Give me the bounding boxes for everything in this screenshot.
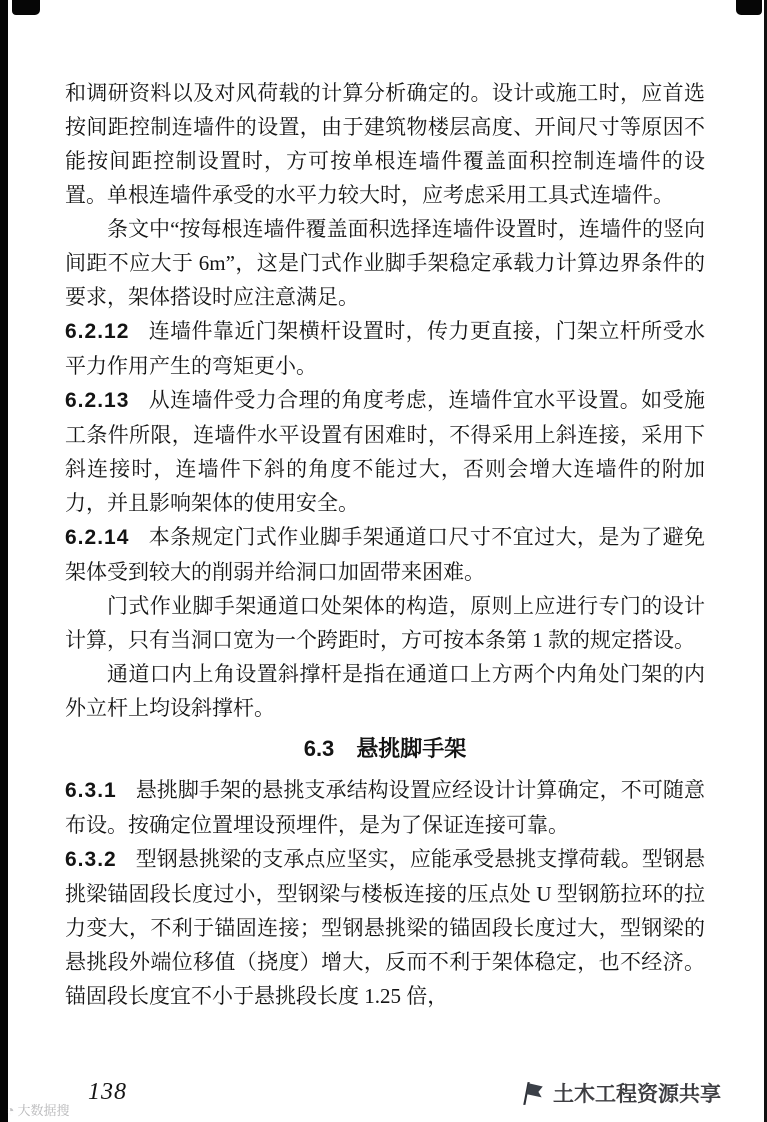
document-body bbox=[65, 76, 705, 1013]
clause-paragraph: 6.2.14 本条规定门式作业脚手架通道口尺寸不宜过大，是为了避免架体受到较大的削弱并给洞口加固带来困难。 bbox=[65, 525, 705, 584]
clause-number: 6.2.12 bbox=[65, 320, 130, 343]
clause-paragraph: 6.3.2 型钢悬挑梁的支承点应坚实，应能承受悬挑支撑荷载。型钢悬挑梁锚固段长度过小，型钢梁与楼板连接的压点处 U 型钢筋拉环的拉力变大，不利于锚固连接；型钢悬挑梁的锚固段长度过大，型钢梁的悬挑段外端位移值（挠度）增大，反而不利于架体稳定，也不经济。锚固段长度宜不小于悬挑段长度 1.25 倍， bbox=[65, 847, 705, 1008]
clause-number: 6.2.14 bbox=[65, 526, 130, 549]
clause-paragraph: 6.3.1 悬挑脚手架的悬挑支承结构设置应经设计计算确定，不可随意布设。按确定位置埋设预埋件，是为了保证连接可靠。 bbox=[65, 778, 705, 837]
clause-paragraph: 6.2.12 连墙件靠近门架横杆设置时，传力更直接，门架立杆所受水平力作用产生的弯矩更小。 bbox=[65, 319, 705, 378]
clause-number: 6.3.2 bbox=[65, 848, 117, 871]
page-number: 138 bbox=[88, 1079, 127, 1105]
clause-paragraph: 6.2.13 从连墙件受力合理的角度考虑，连墙件宜水平设置。如受施工条件所限，连墙件水平设置有困难时，不得采用上斜连接，采用下斜连接时，连墙件下斜的角度不能过大，否则会增大连墙件的附加力，并且影响架体的使用安全。 bbox=[65, 388, 705, 515]
footer-brand bbox=[520, 1078, 721, 1108]
watermark-label: 大数据搜 bbox=[17, 1103, 70, 1118]
watermark-logo-icon: ◔ bbox=[6, 1101, 15, 1118]
paragraph: 条文中“按每根连墙件覆盖面积选择连墙件设置时，连墙件的竖向间距不应大于 6m”，这是门式作业脚手架稳定承载力计算边界条件的要求，架体搭设时应注意满足。 bbox=[65, 217, 705, 309]
section-heading: 6.3 悬挑脚手架 bbox=[303, 736, 467, 761]
brand-label: 土木工程资源共享 bbox=[553, 1083, 721, 1106]
paragraph: 通道口内上角设置斜撑杆是指在通道口上方两个内角处门架的内外立杆上均设斜撑杆。 bbox=[65, 662, 705, 720]
flag-logo-icon bbox=[520, 1080, 546, 1106]
scan-mark-top-right bbox=[736, 0, 762, 15]
clause-number: 6.3.1 bbox=[65, 779, 117, 802]
paragraph: 和调研资料以及对风荷载的计算分析确定的。设计或施工时，应首选按间距控制连墙件的设置，由于建筑物楼层高度、开间尺寸等原因不能按间距控制设置时，方可按单根连墙件覆盖面积控制连墙件的设置。单根连墙件承受的水平力较大时，应考虑采用工具式连墙件。 bbox=[65, 81, 705, 207]
paragraph: 门式作业脚手架通道口处架体的构造，原则上应进行专门的设计计算，只有当洞口宽为一个跨距时，方可按本条第 1 款的规定搭设。 bbox=[65, 594, 705, 652]
clause-number: 6.2.13 bbox=[65, 389, 130, 412]
scan-edge-left bbox=[0, 0, 8, 1122]
watermark bbox=[6, 1100, 69, 1119]
scan-mark-top-left bbox=[12, 0, 40, 15]
